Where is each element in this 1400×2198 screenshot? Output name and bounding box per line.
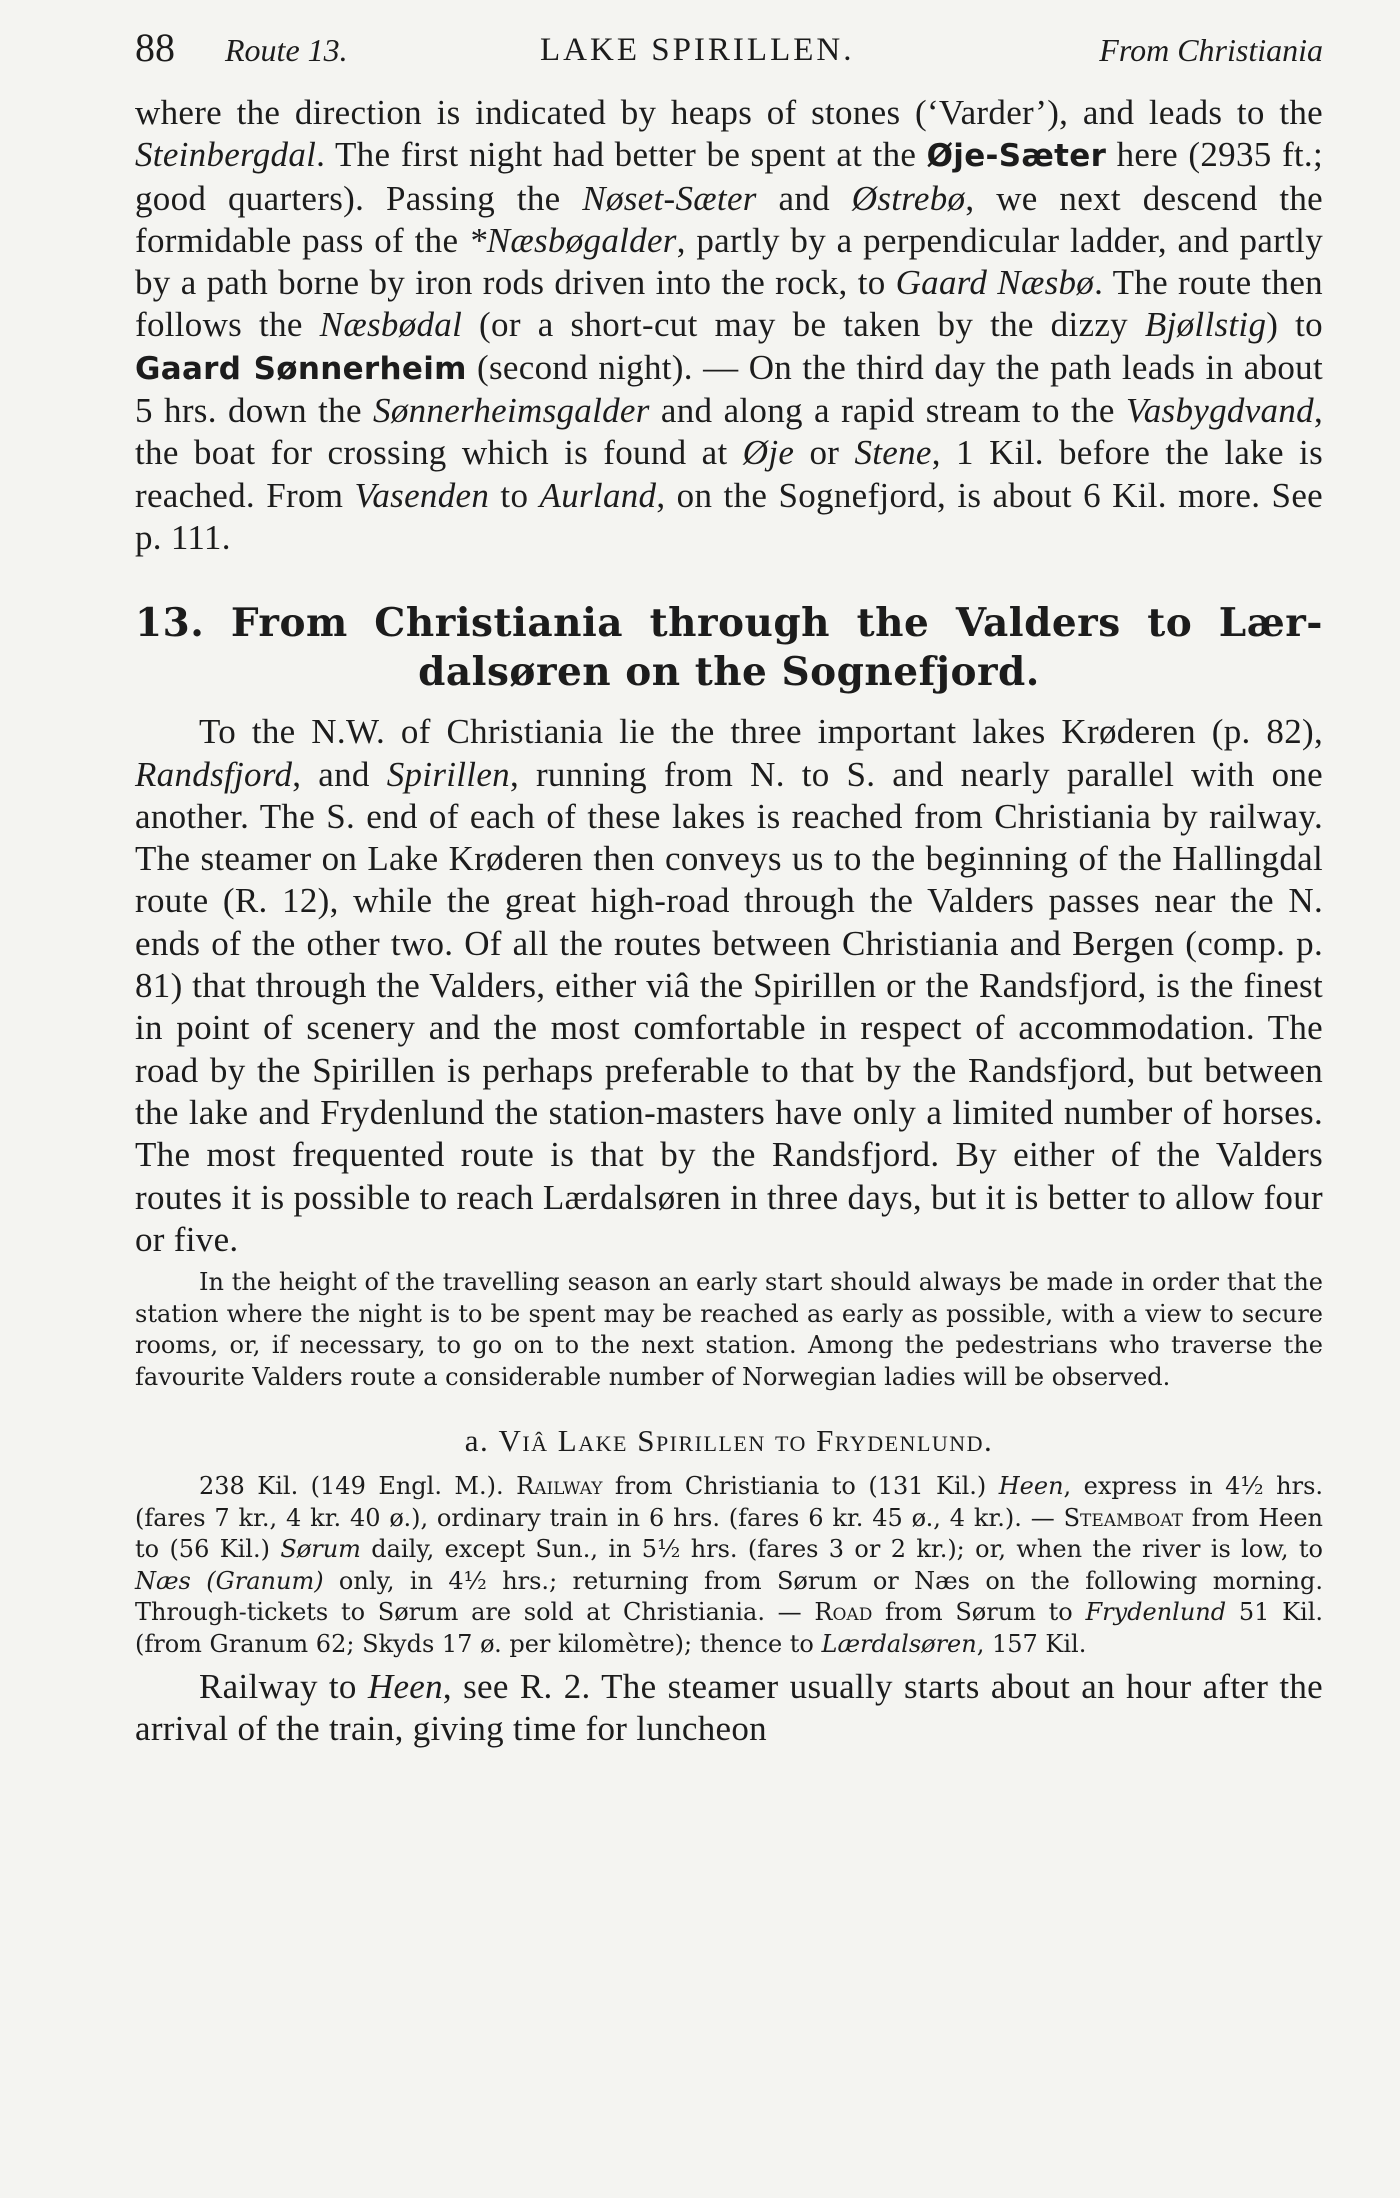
section-heading	[135, 599, 1323, 697]
running-title: LAKE SPIRILLEN.	[540, 32, 855, 68]
main-paragraph: To the N.W. of Christiania lie the three important lakes Krøderen (p. 82), Randsfjord, and Spirillen, running from N. to S. and nearly parallel with one another. The S. end of each of these lakes is reached from Christiania by railway. The steamer on Lake Krøderen then conveys us to the beginning of the Hallingdal route (R. 12), while the great high-road through the Valders passes near the N. ends of the other two. Of all the routes between Christiania and Bergen (comp. p. 81) that through the Valders, either viâ the Spirillen or the Randsfjord, is the finest in point of scenery and the most comfortable in respect of accommodation. The road by the Spirillen is perhaps preferable to that by the Randsfjord, but between the lake and Frydenlund the station-masters have only a limited number of horses. The most frequented route is that by the Randsfjord. By either of the Valders routes it is possible to reach Lærdalsøren in three days, but it is better to allow four or five.	[135, 712, 1323, 1259]
subsection-heading: a. Viâ Lake Spirillen to Frydenlund.	[464, 1423, 994, 1459]
running-head	[135, 26, 1323, 70]
page-number: 88	[135, 25, 175, 70]
travel-note: In the height of the travelling season an early start should always be made in order that the station where the night is to be spent may be reached as early as possible, with a view to secure rooms, or, if necessary, to go on to the next station. Among the pedestrians who traverse the favourite Valders route a considerable number of Norwegian ladies will be observed.	[135, 1268, 1323, 1391]
route-label: Route 13.	[225, 32, 348, 68]
intro-paragraph: where the direction is indicated by heaps of stones (‘Varder’), and leads to the Steinbergdal. The first night had better be spent at the Øje-Sæter here (2935 ft.; good quarters). Passing the Nøset-Sæter and Østrebø, we next descend the formidable pass of the *Næsbøgalder, partly by a perpendicular ladder, and partly by a path borne by iron rods driven into the rock, to Gaard Næsbø. The route then follows the Næsbødal (or a short-cut may be taken by the dizzy Bjøllstig) to Gaard Sønnerheim (second night). — On the third day the path leads in about 5 hrs. down the Sønnerheimsgalder and along a rapid stream to the Vasbygdvand, the boat for crossing which is found at Øje or Stene, 1 Kil. before the lake is reached. From Vasenden to Aurland, on the Sognefjord, is about 6 Kil. more. See p. 111.	[135, 93, 1323, 557]
book-page	[135, 26, 1323, 1751]
final-paragraph: Railway to Heen, see R. 2. The steamer usually starts about an hour after the arrival of the train, giving time for luncheon	[135, 1667, 1323, 1749]
section-heading-line-1: 13. From Christiania through the Valders to Lær-	[135, 600, 1323, 647]
section-heading-line-2: dalsøren on the Sognefjord.	[418, 649, 1040, 696]
running-from: From Christiania	[1099, 32, 1323, 68]
route-details: 238 Kil. (149 Engl. M.). Railway from Christiania to (131 Kil.) Heen, express in 4½ hrs. (fares 7 kr., 4 kr. 40 ø.), ordinary train in 6 hrs. (fares 6 kr. 45 ø., 4 kr.). — Steamboat from Heen to (56 Kil.) Sørum daily, except Sun., in 5½ hrs. (fares 3 or 2 kr.); or, when the river is low, to Næs (Granum) only, in 4½ hrs.; returning from Sørum or Næs on the following morning. Through-tickets to Sørum are sold at Christiania. — Road from Sørum to Frydenlund 51 Kil. (from Granum 62; Skyds 17 ø. per kilomètre); thence to Lærdalsøren, 157 Kil.	[135, 1472, 1324, 1658]
